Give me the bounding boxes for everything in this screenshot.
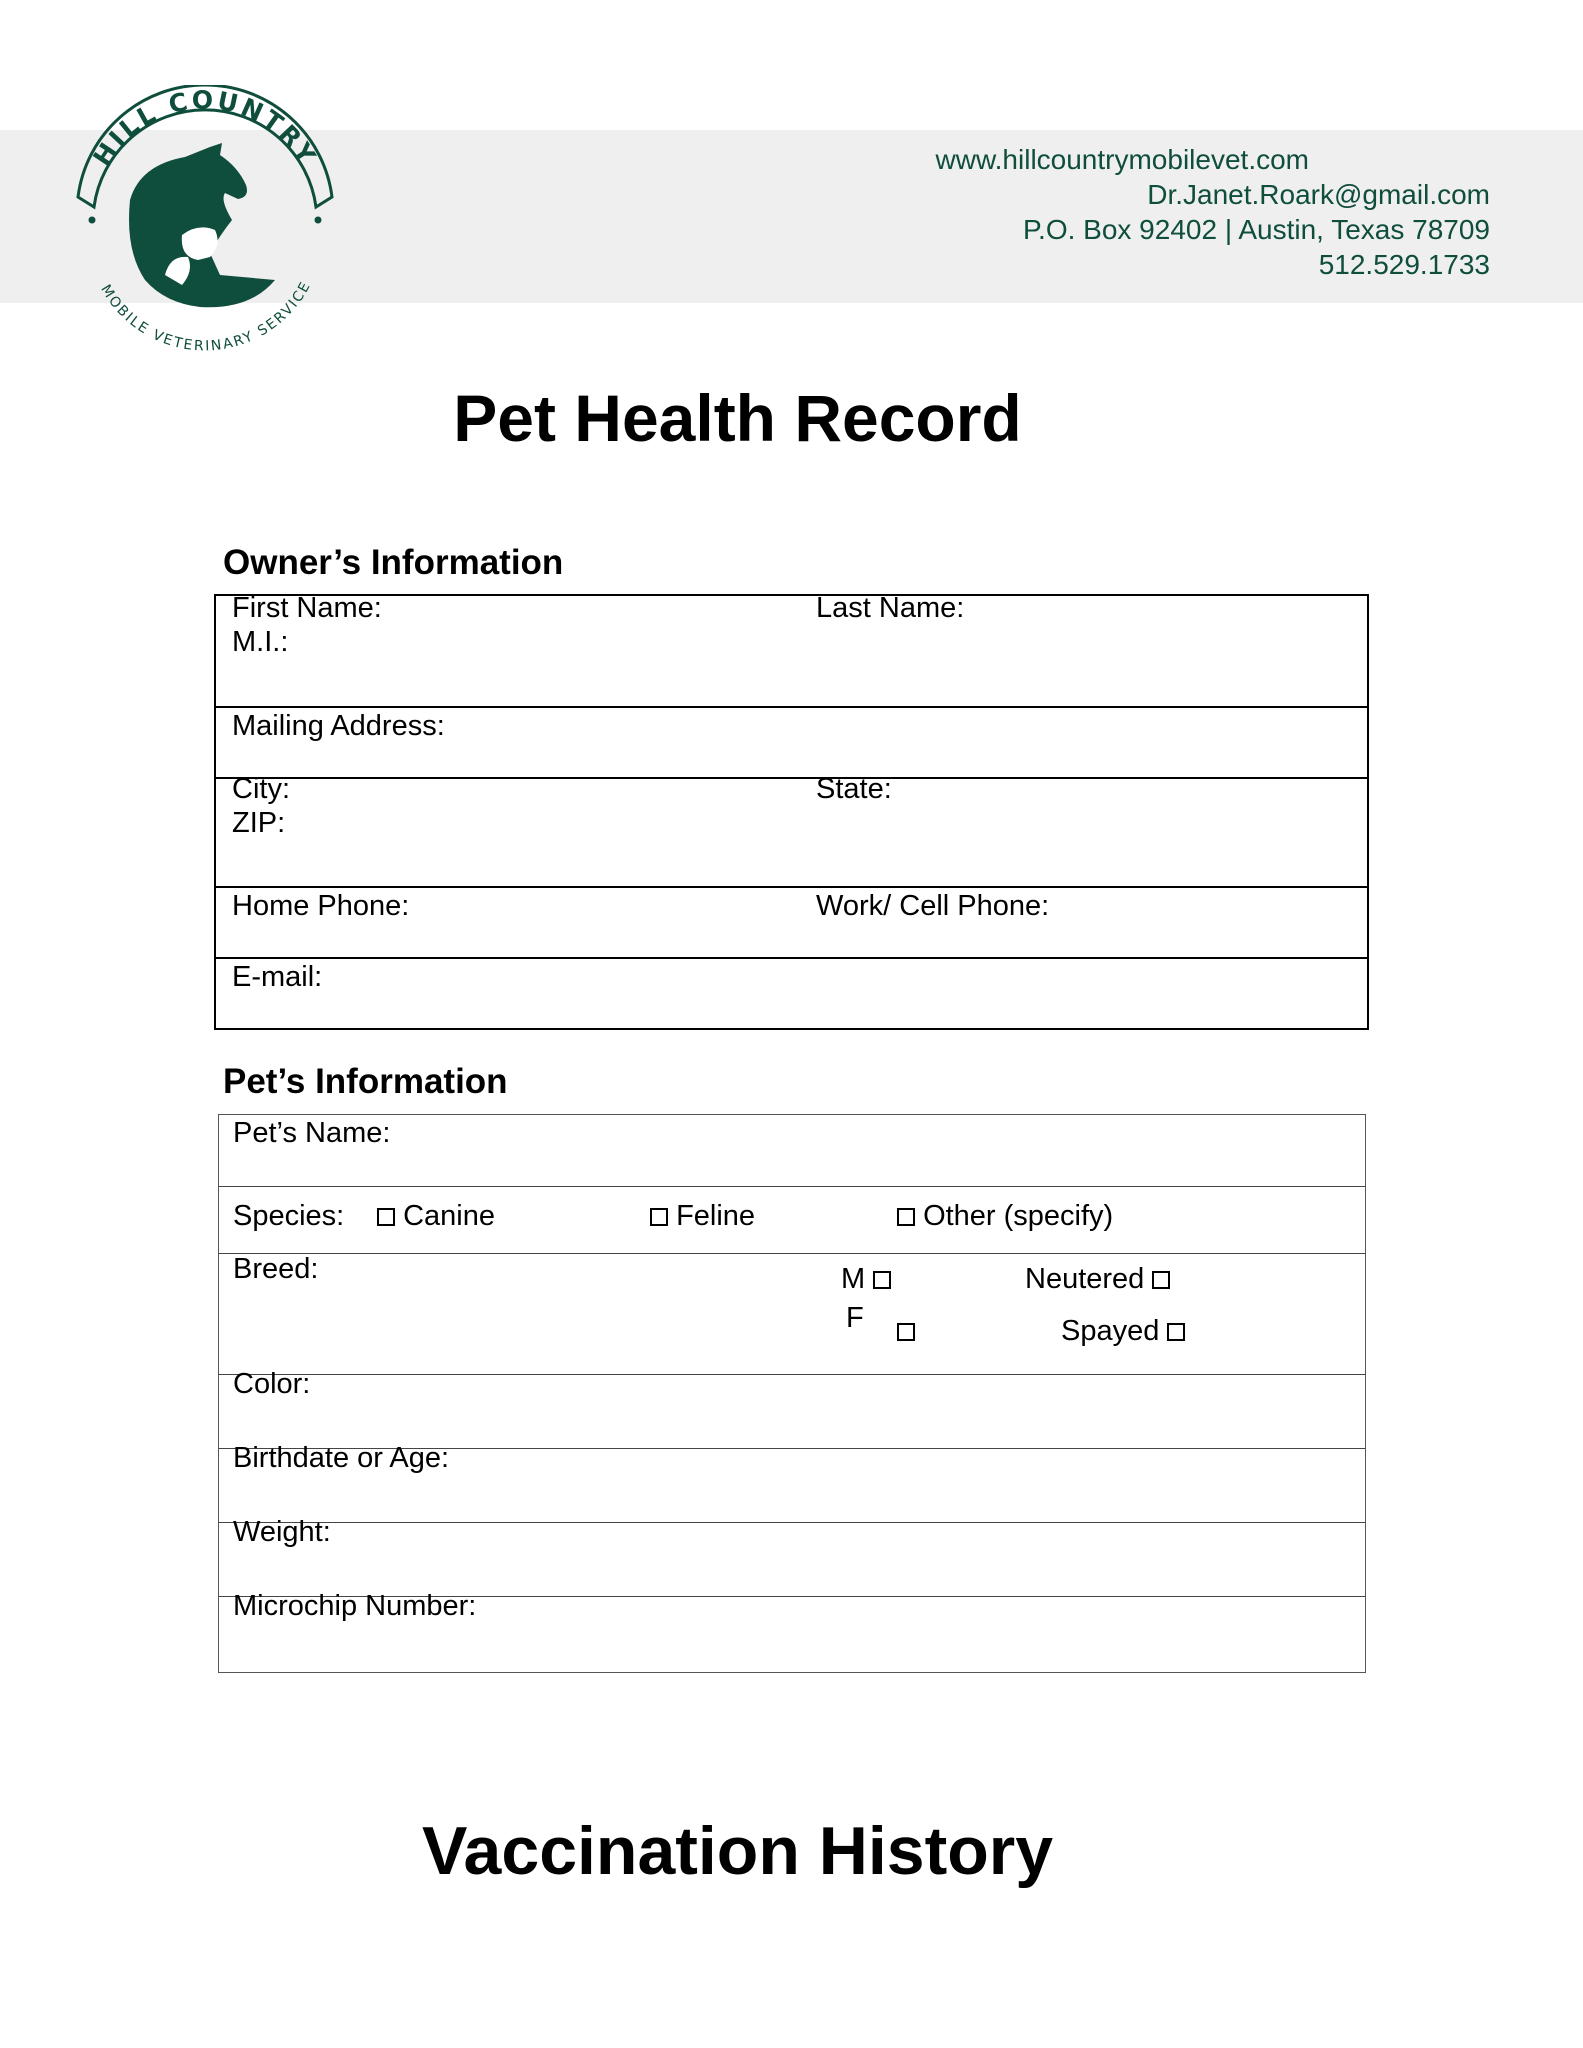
canine-checkbox[interactable] [377,1208,395,1226]
feline-checkbox[interactable] [650,1208,668,1226]
canine-option[interactable] [377,1200,495,1233]
logo-arc-bottom-text: MOBILE VETERINARY SERVICE [97,278,315,355]
species-row [219,1186,1365,1254]
horse-dog-cat-icon [129,143,275,307]
pet-name-label: Pet’s Name: [233,1117,391,1149]
female-checkbox[interactable] [897,1323,915,1341]
other-option[interactable] [897,1200,1113,1233]
zip-label: ZIP: [232,807,286,839]
spayed-option[interactable] [1061,1315,1185,1348]
breed-label: Breed: [233,1253,319,1285]
website-link[interactable]: www.hillcountrymobilevet.com [935,144,1309,175]
hill-country-logo [70,85,340,355]
neutered-label: Neutered [1025,1263,1145,1295]
female-label: F [846,1302,864,1334]
other-label: Other (specify) [923,1200,1114,1232]
mailing-address-row [216,706,1367,779]
color-row [219,1368,1365,1449]
vaccination-history-title: Vaccination History [421,1813,1054,1889]
phone-row [216,886,1367,959]
last-name-label: Last Name: [816,592,965,624]
pet-section-heading: Pet’s Information [223,1062,508,1101]
species-label: Species: [233,1200,345,1232]
feline-option[interactable] [650,1200,755,1233]
owner-info-table [214,594,1369,1030]
contact-block [936,142,1490,282]
logo-arc-top-text: HILL COUNTRY [87,85,323,172]
male-checkbox[interactable] [873,1271,891,1289]
pet-info-table [218,1114,1366,1673]
color-label: Color: [233,1368,311,1400]
state-label: State: [816,773,892,805]
birthdate-row [219,1442,1365,1523]
female-option[interactable] [897,1315,915,1348]
microchip-label: Microchip Number: [233,1590,477,1622]
phone-number: 512.529.1733 [1318,249,1490,280]
birthdate-label: Birthdate or Age: [233,1442,450,1474]
postal-address: P.O. Box 92402 | Austin, Texas 78709 [1022,214,1490,245]
breed-row [219,1253,1365,1375]
neutered-option[interactable] [1025,1263,1170,1296]
male-label: M [841,1263,866,1295]
other-checkbox[interactable] [897,1208,915,1226]
owner-section-heading: Owner’s Information [223,543,564,582]
weight-label: Weight: [233,1516,331,1548]
owner-name-row [216,592,1367,708]
email-link[interactable]: Dr.Janet.Roark@gmail.com [1147,179,1490,210]
canine-label: Canine [403,1200,495,1232]
city-label: City: [232,773,290,805]
email-row [216,957,1367,1028]
work-cell-phone-label: Work/ Cell Phone: [816,890,1050,922]
pet-name-row [219,1115,1365,1187]
spayed-checkbox[interactable] [1167,1323,1185,1341]
page-title: Pet Health Record [453,381,1022,455]
mi-label: M.I.: [232,626,289,658]
weight-row [219,1516,1365,1597]
male-option[interactable] [841,1263,891,1296]
neutered-checkbox[interactable] [1152,1271,1170,1289]
spayed-label: Spayed [1061,1315,1160,1347]
city-state-row [216,773,1367,888]
mailing-address-label: Mailing Address: [232,710,445,742]
email-label: E-mail: [232,961,323,993]
home-phone-label: Home Phone: [232,890,410,922]
microchip-row [219,1590,1365,1670]
feline-label: Feline [676,1200,756,1232]
first-name-label: First Name: [232,592,382,624]
